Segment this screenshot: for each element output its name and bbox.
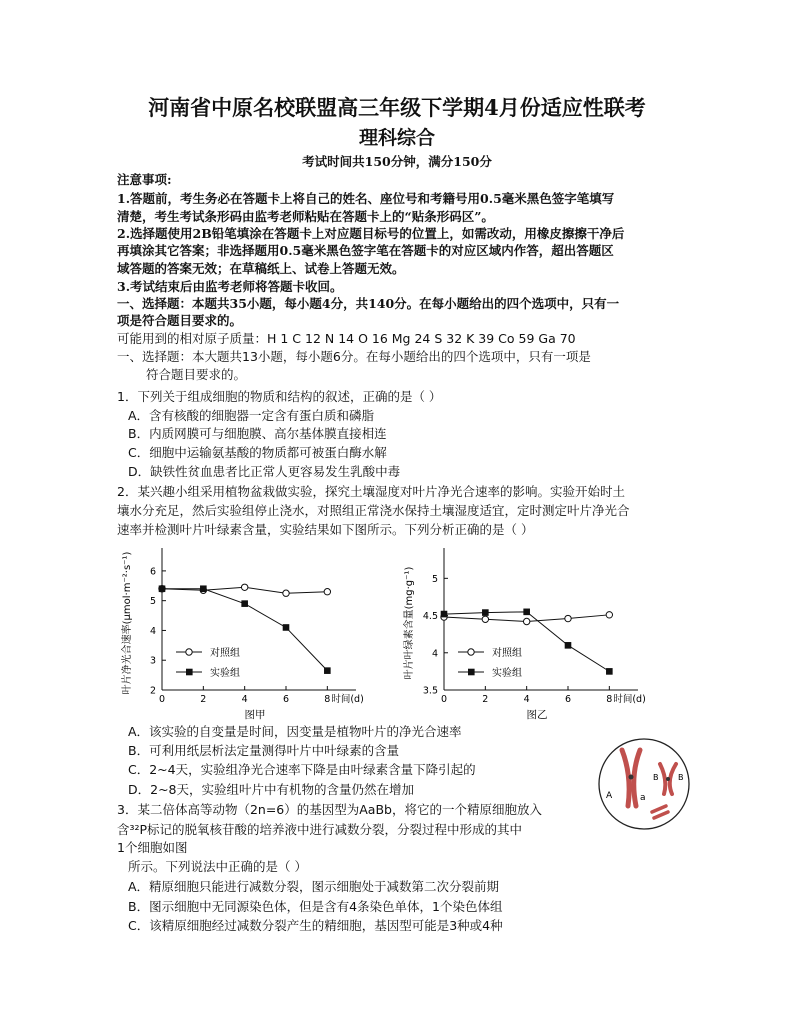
gene-label-a-lower: a <box>640 793 646 803</box>
notes-line: 清楚，考生考试条形码由监考老师粘贴在答题卡上的“贴条形码区”。 <box>117 209 494 224</box>
data-point-experiment <box>482 609 489 616</box>
y-axis-label: 叶片叶绿素含量(mg·g⁻¹) <box>404 566 415 680</box>
data-point-control <box>241 584 247 590</box>
legend-label: 实验组 <box>492 668 522 679</box>
gene-label-b-left: B <box>653 773 659 782</box>
section2-line: 符合题目要求的。 <box>146 367 247 382</box>
gene-label-b-right: B <box>678 773 684 782</box>
section2-line: 一、选择题：本大题共13小题，每小题6分。在每小题给出的四个选项中，只有一项是 <box>117 349 591 364</box>
cell-membrane <box>599 739 689 829</box>
atomic-masses: 可能用到的相对原子质量：H 1 C 12 N 14 O 16 Mg 24 S 32 K 39 Co 59 Ga 70 <box>117 331 576 346</box>
y-tick-label: 4 <box>431 648 438 660</box>
q3-option-b: B．图示细胞中无同源染色体，但是含有4条染色单体，1个染色体组 <box>128 899 503 914</box>
data-point-control <box>482 616 488 622</box>
x-tick-label: 4 <box>241 694 248 705</box>
legend-marker <box>186 669 193 676</box>
data-point-experiment <box>441 611 448 618</box>
notes-line: 再填涂其它答案；非选择题用0.5毫米黑色签字笔在答题卡的对应区域内作答，超出答题区 <box>117 243 614 258</box>
q2-option-a: A．该实验的自变量是时间，因变量是植物叶片的净光合速率 <box>128 724 462 739</box>
notes-line: 域答题的答案无效；在草稿纸上、试卷上答题无效。 <box>117 261 405 276</box>
chart-a <box>116 542 386 720</box>
q1-option-c: C．细胞中运输氨基酸的物质都可被蛋白酶水解 <box>128 445 387 460</box>
notes-line: 1.答题前，考生务必在答题卡上将自己的姓名、座位号和考籍号用0.5毫米黑色签字笔填写 <box>117 191 615 206</box>
q3-option-c: C．该精原细胞经过减数分裂产生的精细胞，基因型可能是3种或4种 <box>128 918 503 933</box>
section1-line: 一、选择题：本题共35小题，每小题4分，共140分。在每小题给出的四个选项中，只有一 <box>117 296 620 311</box>
q1-option-b: B．内质网膜可与细胞膜、高尔基体膜直接相连 <box>128 426 387 441</box>
q1-option-d: D．缺铁性贫血患者比正常人更容易发生乳酸中毒 <box>128 464 401 479</box>
y-tick-label: 2 <box>149 685 156 697</box>
y-tick-label: 5 <box>149 596 156 608</box>
x-tick-label: 6 <box>564 694 572 705</box>
legend-marker <box>186 649 192 655</box>
section1-line: 项是符合题目要求的。 <box>117 313 243 328</box>
q3-option-a: A．精原细胞只能进行减数分裂，图示细胞处于减数第二次分裂前期 <box>128 879 500 894</box>
x-tick-label: 8 <box>324 694 331 705</box>
data-point-experiment <box>241 600 248 607</box>
q1-option-a: A．含有核酸的细胞器一定含有蛋白质和磷脂 <box>128 408 375 423</box>
y-axis-label: 叶片净光合速率(μmol·m⁻²·s⁻¹) <box>122 551 133 695</box>
data-point-experiment <box>324 667 331 674</box>
q3-stem-line: 所示。下列说法中正确的是（ ） <box>128 859 307 874</box>
q3-stem-line: 1个细胞如图 <box>117 840 188 855</box>
x-axis-label: 时间(d) <box>331 694 364 705</box>
x-tick-label: 2 <box>200 694 207 705</box>
q1-stem: 1．下列关于组成细胞的物质和结构的叙述，正确的是（ ） <box>117 389 442 404</box>
q2-option-b: B．可利用纸层析法定量测得叶片中叶绿素的含量 <box>128 743 400 758</box>
chromosome-large <box>622 750 640 806</box>
notes-line: 3.考试结束后由监考老师将答题卡收回。 <box>117 279 343 294</box>
x-tick-label: 2 <box>482 694 489 705</box>
exam-time-info: 考试时间共150分钟，满分150分 <box>302 154 492 169</box>
chromosome-outside <box>652 806 668 818</box>
legend-label: 实验组 <box>210 668 240 679</box>
x-tick-label: 6 <box>282 694 290 705</box>
x-axis-label: 时间(d) <box>613 694 646 705</box>
legend-label: 对照组 <box>492 648 522 659</box>
y-tick-label: 4 <box>149 625 156 637</box>
q2-stem-line: 2．某兴趣小组采用植物盆栽做实验，探究土壤湿度对叶片净光合速率的影响。实验开始时土 <box>117 484 625 499</box>
q3-stem-line: 3．某二倍体高等动物（2n=6）的基因型为AaBb，将它的一个精原细胞放入 <box>117 802 542 817</box>
y-tick-label: 4.5 <box>422 611 438 623</box>
data-point-experiment <box>565 642 572 649</box>
legend-marker <box>468 649 474 655</box>
data-point-control <box>523 618 529 624</box>
x-tick-label: 0 <box>158 694 166 705</box>
y-tick-label: 3.5 <box>422 685 438 697</box>
notes-heading: 注意事项: <box>117 172 172 187</box>
gene-label-a-upper: A <box>606 791 613 801</box>
q2-stem-line: 速率并检测叶片叶绿素含量，实验结果如下图所示。下列分析正确的是（ ） <box>117 522 534 537</box>
data-point-experiment <box>606 668 613 675</box>
legend-marker <box>468 669 475 676</box>
chromosome-small <box>660 764 676 794</box>
data-point-control <box>606 612 612 618</box>
data-point-experiment <box>200 585 207 592</box>
data-point-control <box>324 589 330 595</box>
data-point-control <box>283 590 289 596</box>
exam-title: 河南省中原名校联盟高三年级下学期4月份适应性联考 <box>148 95 646 120</box>
legend-label: 对照组 <box>210 648 240 659</box>
chart-b <box>398 542 668 720</box>
data-point-experiment <box>523 609 530 616</box>
chart-title: 图乙 <box>526 709 548 720</box>
y-tick-label: 5 <box>431 573 438 585</box>
exam-subtitle: 理科综合 <box>358 127 435 149</box>
data-point-experiment <box>159 585 166 592</box>
y-tick-label: 3 <box>149 655 156 667</box>
data-point-experiment <box>283 624 290 631</box>
cell-diagram <box>592 736 700 836</box>
data-point-control <box>565 615 571 621</box>
q2-option-c: C．2~4天，实验组净光合速率下降是由叶绿素含量下降引起的 <box>128 762 476 777</box>
x-tick-label: 8 <box>606 694 613 705</box>
x-tick-label: 0 <box>440 694 448 705</box>
notes-line: 2.选择题使用2B铅笔填涂在答题卡上对应题目标号的位置上，如需改动，用橡皮擦擦干净后 <box>117 226 625 241</box>
y-tick-label: 6 <box>149 566 156 578</box>
q3-stem-line: 含³²P标记的脱氧核苷酸的培养液中进行减数分裂，分裂过程中形成的其中 <box>117 822 523 837</box>
q2-stem-line: 壤水分充足，然后实验组停止浇水，对照组正常浇水保持土壤湿度适宜，定时测定叶片净光合 <box>117 503 630 518</box>
x-tick-label: 4 <box>523 694 530 705</box>
chart-title: 图甲 <box>244 709 266 720</box>
q2-option-d: D．2~8天，实验组叶片中有机物的含量仍然在增加 <box>128 782 415 797</box>
